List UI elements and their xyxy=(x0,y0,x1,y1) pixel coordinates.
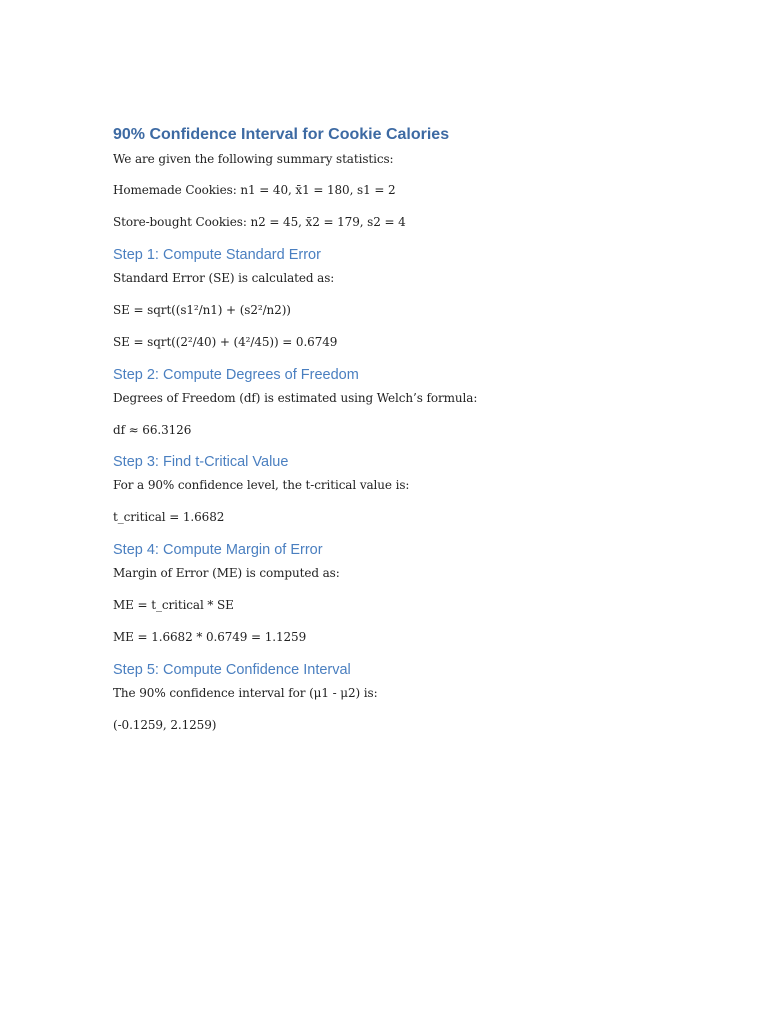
step4-result: ME = 1.6682 * 0.6749 = 1.1259 xyxy=(113,630,307,644)
step5-heading: Step 5: Compute Confidence Interval xyxy=(113,662,351,678)
step3-result: t_critical = 1.6682 xyxy=(113,510,225,524)
step1-heading: Step 1: Compute Standard Error xyxy=(113,247,321,263)
step4-formula: ME = t_critical * SE xyxy=(113,598,234,612)
step3-heading: Step 3: Find t-Critical Value xyxy=(113,454,289,470)
step2-result: df ≈ 66.3126 xyxy=(113,423,192,437)
step4-text: Margin of Error (ME) is computed as: xyxy=(113,566,340,580)
step3-text: For a 90% confidence level, the t-critical value is: xyxy=(113,478,410,492)
step4-heading: Step 4: Compute Margin of Error xyxy=(113,542,323,558)
step2-heading: Step 2: Compute Degrees of Freedom xyxy=(113,367,359,383)
step5-result: (-0.1259, 2.1259) xyxy=(113,718,217,732)
store-bought-stats: Store-bought Cookies: n2 = 45, x̄2 = 179, s2 = 4 xyxy=(113,215,406,229)
step1-text: Standard Error (SE) is calculated as: xyxy=(113,271,335,285)
intro-text: We are given the following summary statistics: xyxy=(113,152,394,166)
step1-result: SE = sqrt((2²/40) + (4²/45)) = 0.6749 xyxy=(113,335,338,349)
document-title: 90% Confidence Interval for Cookie Calories xyxy=(113,126,450,143)
homemade-stats: Homemade Cookies: n1 = 40, x̄1 = 180, s1 = 2 xyxy=(113,183,396,197)
step1-formula: SE = sqrt((s1²/n1) + (s2²/n2)) xyxy=(113,303,291,317)
step2-text: Degrees of Freedom (df) is estimated using Welch’s formula: xyxy=(113,391,478,405)
step5-text: The 90% confidence interval for (μ1 - μ2) is: xyxy=(113,686,378,700)
